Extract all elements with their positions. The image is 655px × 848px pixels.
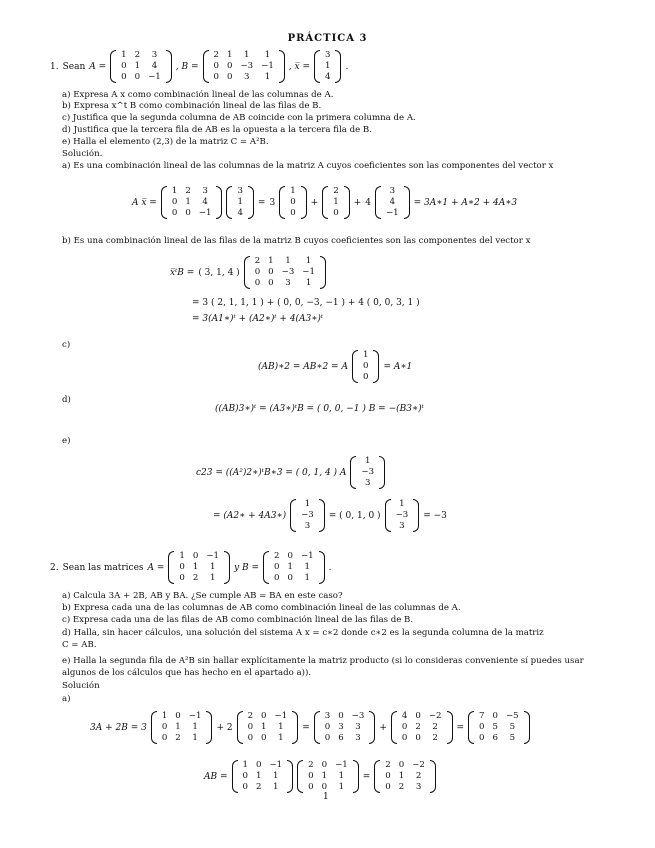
- matrix-cell: 1: [192, 733, 198, 743]
- matrix-cell: 0: [479, 722, 485, 732]
- matrix-cell: 0: [226, 61, 233, 71]
- matrix-cell: 0: [385, 782, 391, 792]
- p2-item-b: b) Expresa cada una de las columnas de AB como combinación lineal de las columnas de A.: [62, 603, 461, 613]
- p2-item-d: d) Halla, sin hacer cálculos, una solución del sistema A x = c∗2 donde c∗2 es la segunda columna de la matriz: [62, 628, 544, 638]
- matrix-cell: −1: [198, 208, 212, 218]
- matrix-cell: 3: [324, 711, 331, 721]
- matrix-cell: 0: [362, 372, 369, 382]
- matrix-cell: 0: [171, 208, 178, 218]
- matrix-cell: 3: [355, 733, 361, 743]
- matrix-cell: −3: [395, 510, 409, 520]
- matrix-cell: 0: [255, 760, 262, 770]
- matrix-cell: 0: [121, 61, 127, 71]
- matrix-cell: 0: [287, 573, 293, 583]
- matrix-cell: −1: [385, 208, 399, 218]
- matrix-cell: 2: [255, 782, 262, 792]
- matrix-cell: −1: [302, 267, 315, 277]
- matrix-cell: 0: [242, 771, 248, 781]
- matrix-cell: −1: [261, 61, 274, 71]
- matrix-cell: 1: [237, 197, 243, 207]
- matrix-cell: 2: [185, 186, 191, 196]
- matrix-cell: 2: [254, 256, 261, 266]
- matrix-cell: 3: [355, 722, 361, 732]
- matrix-cell: 0: [226, 72, 233, 82]
- p1-sol-e-equation-2: = (A2∗ + 4A3∗) 1 −3 3 = ( 0, 1, 0 ) 1 −3 3 = −3: [213, 499, 447, 531]
- matrix-cell: 1: [305, 278, 312, 288]
- matrix-cell: 0: [324, 722, 331, 732]
- matrix-cell: 1: [325, 61, 331, 71]
- matrix: [203, 50, 285, 83]
- matrix: [237, 711, 299, 744]
- p1-statement: 1. Sean A = 1 2 3 0 1 4 0 0 −1 , B = 2 1 1 1 0 0 −3 −1 0 0 3 1 , x̅ = 3 1 4 .: [50, 50, 349, 82]
- p1-sol-d-label: d): [62, 395, 71, 405]
- matrix-cell: −3: [351, 711, 365, 721]
- p2-intro: Sean las matrices: [62, 562, 144, 573]
- matrix: [168, 551, 230, 584]
- matrix-cell: 0: [338, 711, 344, 721]
- matrix-cell: 1: [278, 722, 284, 732]
- matrix-cell: 0: [247, 733, 254, 743]
- matrix-cell: 0: [362, 361, 369, 371]
- matrix-cell: 0: [308, 782, 314, 792]
- matrix-cell: 3: [244, 72, 250, 82]
- matrix-cell: 1: [161, 711, 168, 721]
- matrix-cell: 2: [308, 760, 314, 770]
- matrix: [151, 711, 213, 744]
- matrix-cell: 3: [389, 186, 396, 196]
- p2-sol-a-label: a): [62, 694, 71, 704]
- matrix-cell: 1: [268, 256, 274, 266]
- matrix-cell: 1: [338, 771, 345, 781]
- matrix-cell: 0: [213, 61, 219, 71]
- matrix: [290, 499, 325, 532]
- matrix-cell: −1: [335, 760, 348, 770]
- matrix-cell: 2: [274, 551, 280, 561]
- matrix-cell: 5: [492, 722, 498, 732]
- matrix-cell: 0: [401, 722, 408, 732]
- matrix-cell: 2: [213, 50, 219, 60]
- matrix-cell: 3: [151, 50, 158, 60]
- matrix: [263, 551, 325, 584]
- matrix-cell: 1: [261, 722, 267, 732]
- matrix-cell: 1: [185, 197, 191, 207]
- matrix-cell: −2: [428, 711, 442, 721]
- matrix-cell: 0: [179, 573, 185, 583]
- p1-sol-a-equation: A x̅ = 1 2 3 0 1 4 0 0 −1 3 1 4 = 3 1 0 0 + 2 1 0 + 4 3 4 −1 = 3A∗1 + A∗2 + 4A∗3: [132, 186, 518, 218]
- matrix-cell: 1: [244, 50, 250, 60]
- matrix-cell: −3: [240, 61, 254, 71]
- matrix-cell: −1: [269, 760, 283, 770]
- matrix-cell: 0: [321, 760, 328, 770]
- matrix-cell: 5: [509, 722, 516, 732]
- matrix: [297, 760, 359, 793]
- p1-sol-c-equation: (AB)∗2 = AB∗2 = A 1 0 0 = A∗1: [258, 350, 413, 382]
- matrix-cell: 0: [261, 733, 267, 743]
- matrix: [161, 186, 223, 219]
- matrix-cell: −1: [188, 711, 202, 721]
- p1-item-c: c) Justifica que la segunda columna de AB coincide con la primera columna de A.: [62, 113, 416, 123]
- matrix-cell: 1: [273, 771, 279, 781]
- matrix-cell: 1: [209, 562, 216, 572]
- matrix: [226, 186, 253, 219]
- matrix-cell: 0: [274, 573, 280, 583]
- matrix-cell: 0: [213, 72, 219, 82]
- matrix-cell: 0: [175, 711, 181, 721]
- matrix: [350, 456, 385, 489]
- matrix-cell: 4: [151, 61, 158, 71]
- matrix-cell: 1: [398, 771, 405, 781]
- matrix-cell: 2: [385, 760, 391, 770]
- matrix: [314, 50, 341, 83]
- p2-item-e-cont: algunos de los cálculos que has hecho en el apartado a)).: [62, 668, 312, 678]
- matrix-cell: 2: [398, 782, 405, 792]
- matrix-cell: −3: [361, 467, 375, 477]
- p2-item-e: e) Halla la segunda fila de A²B sin hallar explícitamente la matriz producto (si lo consideras conveniente sí puedes usar: [62, 656, 584, 666]
- matrix-cell: 0: [185, 208, 191, 218]
- matrix-cell: 2: [415, 722, 421, 732]
- p1-item-e: e) Halla el elemento (2,3) de la matriz C = A²B.: [62, 137, 269, 147]
- matrix-cell: 1: [226, 50, 233, 60]
- matrix: [375, 186, 410, 219]
- matrix-cell: 0: [247, 722, 254, 732]
- matrix: [385, 499, 420, 532]
- p2-sol-a-equation-2: AB = 1 0 −1 0 1 1 0 2 1 2 0 −1 0 1 1 0 0 1 = 2 0 −2 0 1 2 0 2 3: [204, 760, 436, 793]
- p1-sol-e-label: e): [62, 436, 71, 446]
- p1-item-b: b) Expresa x^t B como combinación lineal de las filas de B.: [62, 101, 322, 111]
- matrix-cell: −3: [301, 510, 314, 520]
- matrix-cell: 2: [247, 711, 254, 721]
- matrix-cell: 1: [287, 562, 293, 572]
- p2-sol-a-equation-1: 3A + 2B = 3 1 0 −1 0 1 1 0 2 1 + 2 2 0 −1 0 1 1 0 0 1 = 3 0 −3 0 3 3 0 6 3 + 4 0 −2 0 2 2 0 0 2 = 7 0 −5 0 5 5 0 6 5: [90, 711, 530, 744]
- matrix-cell: 0: [161, 722, 168, 732]
- matrix-cell: 3: [304, 521, 311, 531]
- matrix-cell: 0: [290, 197, 296, 207]
- p1-sol-b-equation: x̅ᵗB = ( 3, 1, 4 ) 2 1 1 1 0 0 −3 −1 0 0 3 1: [170, 256, 326, 289]
- matrix-cell: 6: [338, 733, 344, 743]
- matrix-cell: 4: [389, 197, 396, 207]
- matrix-cell: 3: [285, 278, 291, 288]
- matrix-cell: 0: [287, 551, 293, 561]
- matrix-cell: 1: [242, 760, 248, 770]
- matrix-cell: 3: [325, 50, 331, 60]
- p1-solution-label: Solución.: [62, 149, 103, 159]
- p2-number: 2.: [50, 562, 59, 573]
- matrix-cell: 1: [333, 197, 339, 207]
- matrix-cell: 1: [362, 350, 369, 360]
- matrix-cell: 3: [237, 186, 243, 196]
- matrix-cell: −3: [281, 267, 295, 277]
- matrix-cell: 0: [134, 72, 141, 82]
- p2-item-a: a) Calcula 3A + 2B, AB y BA. ¿Se cumple AB = BA en este caso?: [62, 591, 343, 601]
- matrix-cell: 1: [264, 72, 271, 82]
- matrix-cell: 1: [365, 456, 371, 466]
- matrix-cell: 0: [401, 733, 408, 743]
- p2-solution-label: Solución: [62, 681, 100, 691]
- matrix-cell: 0: [179, 562, 185, 572]
- matrix-cell: 1: [121, 50, 127, 60]
- page-title: PRÁCTICA 3: [287, 33, 368, 44]
- matrix-cell: 4: [202, 197, 208, 207]
- matrix-cell: 1: [304, 499, 311, 509]
- matrix-cell: 1: [304, 573, 310, 583]
- matrix-cell: 0: [333, 208, 339, 218]
- p1-sol-e-equation-1: c23 = ((A²)2∗)ᵗB∗3 = ( 0, 1, 4 ) A 1 −3 3: [196, 456, 385, 489]
- matrix-cell: 1: [278, 733, 284, 743]
- matrix-cell: 2: [192, 573, 199, 583]
- matrix-cell: 0: [385, 771, 391, 781]
- matrix-cell: 1: [304, 562, 310, 572]
- p1-item-a: a) Expresa A x como combinación lineal de las columnas de A.: [62, 90, 334, 100]
- matrix-cell: 6: [492, 733, 498, 743]
- p1-number: 1.: [50, 61, 59, 72]
- matrix-cell: −1: [274, 711, 288, 721]
- matrix-cell: 1: [321, 771, 328, 781]
- matrix-cell: 2: [432, 733, 438, 743]
- matrix: [322, 186, 349, 219]
- p2-item-c: c) Expresa cada una de las filas de AB como combinación lineal de las filas de B.: [62, 615, 414, 625]
- matrix-cell: 0: [492, 711, 498, 721]
- matrix-cell: 0: [268, 267, 274, 277]
- p1-intro: Sean: [62, 61, 86, 72]
- matrix-cell: 0: [308, 771, 314, 781]
- matrix-cell: 7: [479, 711, 485, 721]
- matrix-cell: −1: [300, 551, 314, 561]
- matrix-cell: 1: [264, 50, 271, 60]
- matrix-cell: 0: [290, 208, 296, 218]
- matrix: [314, 711, 376, 744]
- p1-sol-d-equation: ((AB)3∗)ᵗ = (A3∗)ᵗB = ( 0, 0, −1 ) B = −(B3∗)ᵗ: [215, 404, 424, 414]
- matrix-cell: 0: [398, 760, 405, 770]
- matrix-cell: −1: [206, 551, 220, 561]
- matrix-cell: 4: [237, 208, 243, 218]
- matrix: [468, 711, 530, 744]
- matrix-cell: 4: [401, 711, 408, 721]
- matrix-cell: 0: [268, 278, 274, 288]
- p1-sol-b-line2: = 3 ( 2, 1, 1, 1 ) + ( 0, 0, −3, −1 ) + 4 ( 0, 0, 3, 1 ): [192, 298, 420, 308]
- matrix-cell: 1: [285, 256, 291, 266]
- matrix-cell: 1: [305, 256, 312, 266]
- matrix-cell: 0: [415, 711, 421, 721]
- matrix: [110, 50, 172, 83]
- matrix-cell: 5: [509, 733, 516, 743]
- matrix-cell: 3: [399, 521, 405, 531]
- matrix-cell: 2: [432, 722, 438, 732]
- p1-item-d: d) Justifica que la tercera fila de AB es la opuesta a la tercera fila de B.: [62, 125, 372, 135]
- matrix-cell: 0: [261, 711, 267, 721]
- p2-statement: 2. Sean las matrices A = 1 0 −1 0 1 1 0 2 1 y B = 2 0 −1 0 1 1 0 0 1 .: [50, 551, 332, 583]
- p1-sol-b-text: b) Es una combinación lineal de las filas de la matriz B cuyos coeficientes son las componentes del vector x: [62, 236, 531, 246]
- matrix: [279, 186, 306, 219]
- matrix-cell: 2: [415, 771, 422, 781]
- matrix-cell: 2: [175, 733, 181, 743]
- matrix-cell: 1: [209, 573, 216, 583]
- matrix-cell: 0: [121, 72, 127, 82]
- page-number: 1: [323, 792, 329, 802]
- matrix-cell: 1: [273, 782, 279, 792]
- matrix-cell: 2: [134, 50, 141, 60]
- matrix-cell: 3: [338, 722, 344, 732]
- p1-sol-c-label: c): [62, 340, 71, 350]
- matrix-cell: 1: [179, 551, 185, 561]
- p1-sol-a-text: a) Es una combinación lineal de las columnas de la matriz A cuyos coeficientes son las componentes del vector x: [62, 161, 554, 171]
- matrix-cell: −2: [412, 760, 425, 770]
- matrix-cell: 1: [171, 186, 178, 196]
- matrix: [391, 711, 453, 744]
- matrix: [352, 350, 379, 383]
- matrix-cell: −1: [148, 72, 161, 82]
- matrix-cell: 0: [254, 267, 261, 277]
- matrix-cell: 1: [192, 562, 199, 572]
- matrix-cell: 1: [338, 782, 345, 792]
- matrix-cell: −5: [505, 711, 519, 721]
- matrix-cell: 1: [255, 771, 262, 781]
- matrix-cell: 0: [324, 733, 331, 743]
- matrix-cell: 4: [325, 72, 331, 82]
- matrix-cell: 3: [415, 782, 422, 792]
- matrix-cell: 0: [321, 782, 328, 792]
- matrix-cell: 0: [161, 733, 168, 743]
- matrix: [374, 760, 436, 793]
- matrix-cell: 0: [171, 197, 178, 207]
- matrix-cell: 0: [479, 733, 485, 743]
- matrix-cell: 2: [333, 186, 339, 196]
- p1-sol-b-line3: = 3(A1∗)ᵗ + (A2∗)ᵗ + 4(A3∗)ᵗ: [192, 314, 324, 324]
- matrix-cell: 0: [242, 782, 248, 792]
- matrix-cell: 3: [365, 478, 371, 488]
- p2-item-d-cont: C = AB.: [62, 640, 97, 650]
- matrix-cell: 1: [192, 722, 198, 732]
- matrix-cell: 0: [254, 278, 261, 288]
- matrix-cell: 0: [415, 733, 421, 743]
- matrix-cell: 3: [202, 186, 208, 196]
- matrix: [244, 256, 326, 289]
- matrix: [232, 760, 294, 793]
- matrix-cell: 0: [192, 551, 199, 561]
- matrix-cell: 0: [274, 562, 280, 572]
- matrix-cell: 1: [134, 61, 141, 71]
- matrix-cell: 1: [175, 722, 181, 732]
- matrix-cell: 1: [290, 186, 296, 196]
- matrix-cell: 1: [399, 499, 405, 509]
